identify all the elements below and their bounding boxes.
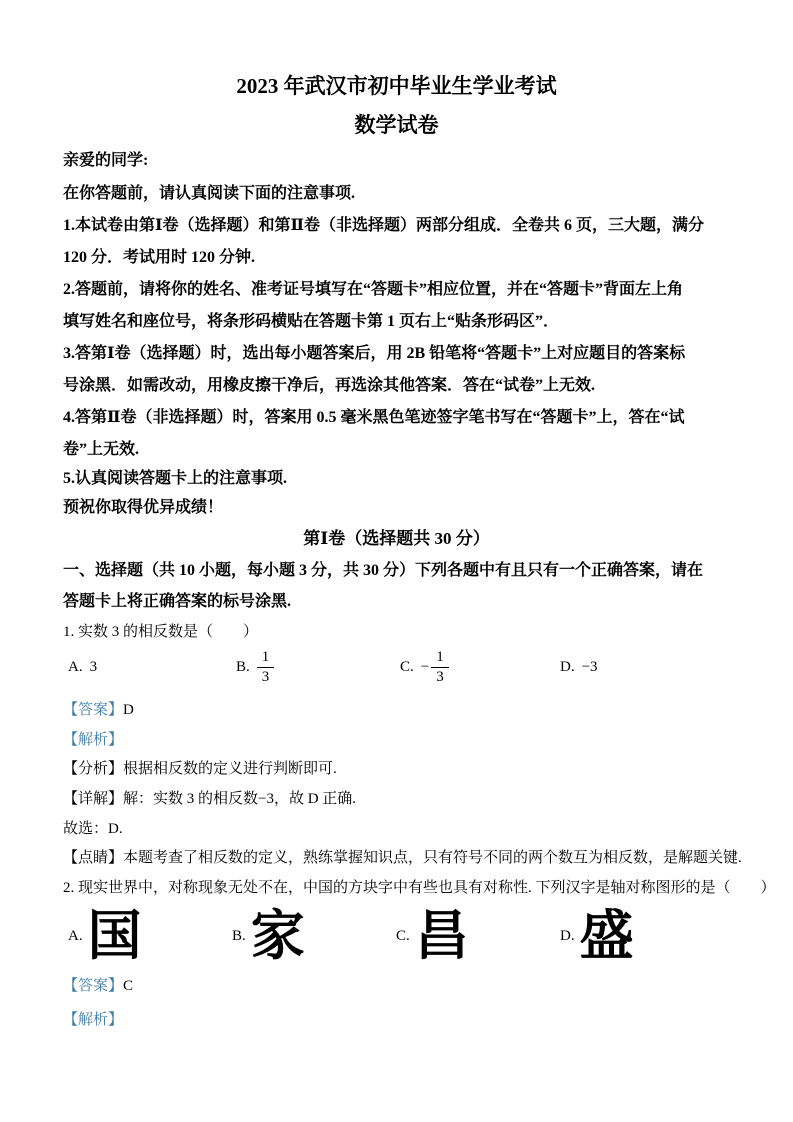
q2-jiexi-line <box>63 1010 123 1030</box>
preface-wish: 预祝你取得优异成绩！ <box>63 499 224 516</box>
option-letter: D. <box>560 927 575 944</box>
option-character: 国 <box>87 906 142 966</box>
answer-value: D <box>123 702 134 718</box>
option-character: 昌 <box>414 906 469 966</box>
jiexi-label: 【解析】 <box>63 732 124 748</box>
q1-options-row <box>63 645 753 689</box>
q1-option-a <box>68 645 97 689</box>
option-letter: B. <box>232 927 246 944</box>
answer-label: 【答案】 <box>63 702 124 718</box>
option-letter: B. <box>236 658 250 675</box>
fenxi-text: 根据相反数的定义进行判断即可. <box>123 761 337 777</box>
q1-dianjing-line <box>63 848 742 868</box>
xiangjie-text: 解：实数 3 的相反数−3，故 D 正确. <box>123 791 357 807</box>
answer-value: C <box>123 978 134 994</box>
q1-guxuan-line: 故选：D. <box>63 821 123 837</box>
dianjing-label: 【点睛】 <box>63 850 124 866</box>
section1-intro-line: 答题卡上将正确答案的标号涂黑. <box>63 593 292 610</box>
minus-sign: − <box>420 658 430 675</box>
notice-line: 3.答第Ⅰ卷（选择题）时，选出每小题答案后，用 2B 铅笔将“答题卡”上对应题目的答案标 <box>63 345 686 362</box>
notice-line: 120 分．考试用时 120 分钟. <box>63 249 256 266</box>
fraction-numerator: 1 <box>257 649 275 668</box>
preface-intro: 在你答题前，请认真阅读下面的注意事项. <box>63 185 356 202</box>
dianjing-text: 本题考查了相反数的定义，熟练掌握知识点，只有符号不同的两个数互为相反数，是解题关键. <box>123 850 742 866</box>
q2-option-d <box>560 903 634 969</box>
q2-stem: 2. 现实世界中，对称现象无处不在，中国的方块字中有些也具有对称性. 下列汉字是轴对称图形的是（ ） <box>63 880 776 896</box>
q1-jiexi-line <box>63 730 123 750</box>
q1-stem: 1. 实数 3 的相反数是（ ） <box>63 624 259 640</box>
option-letter: A. <box>68 658 83 675</box>
section1-intro-line: 一、选择题（共 10 小题，每小题 3 分，共 30 分）下列各题中有且只有一个正确答案，请在 <box>63 562 704 579</box>
fraction-denominator: 3 <box>436 668 444 685</box>
option-character: 家 <box>250 906 305 966</box>
q2-option-b <box>232 903 305 969</box>
preface-salutation: 亲爱的同学: <box>63 152 149 169</box>
doc-title: 2023 年武汉市初中毕业生学业考试 <box>236 74 557 98</box>
q2-options-row <box>63 903 753 969</box>
q1-option-c <box>400 645 449 689</box>
answer-label: 【答案】 <box>63 978 124 994</box>
notice-line: 2.答题前，请将你的姓名、准考证号填写在“答题卡”相应位置，并在“答题卡”背面左上角 <box>63 281 684 298</box>
fenxi-label: 【分析】 <box>63 761 124 777</box>
fraction <box>431 649 449 686</box>
option-letter: C. <box>396 927 410 944</box>
section1-header: 第Ⅰ卷（选择题共 30 分） <box>303 529 490 548</box>
q1-option-b <box>236 645 274 689</box>
option-value: −3 <box>581 658 598 675</box>
notice-line: 填写姓名和座位号，将条形码横贴在答题卡第 1 页右上“贴条形码区”． <box>63 313 560 330</box>
option-letter: A. <box>68 927 83 944</box>
fraction-numerator: 1 <box>431 649 449 668</box>
q2-option-c <box>396 903 469 969</box>
q1-xiangjie-line <box>63 789 356 809</box>
fraction <box>257 649 275 686</box>
q1-fenxi-line <box>63 759 337 779</box>
fraction-denominator: 3 <box>261 668 270 685</box>
q2-answer-line <box>63 976 133 996</box>
notice-line: 卷”上无效. <box>63 441 140 458</box>
jiexi-label: 【解析】 <box>63 1012 124 1028</box>
q1-option-d <box>560 645 598 689</box>
q2-option-a <box>68 903 142 969</box>
q1-answer-line <box>63 700 134 720</box>
option-letter: D. <box>560 658 575 675</box>
notice-line: 号涂黑．如需改动，用橡皮擦干净后，再选涂其他答案．答在“试卷”上无效. <box>63 377 596 394</box>
doc-subtitle: 数学试卷 <box>354 113 439 137</box>
notice-line: 1.本试卷由第Ⅰ卷（选择题）和第Ⅱ卷（非选择题）两部分组成．全卷共 6 页，三大题，满分 <box>63 217 704 234</box>
notice-line: 4.答第Ⅱ卷（非选择题）时，答案用 0.5 毫米黑色笔迹签字笔书写在“答题卡”上，答在“试 <box>63 409 685 426</box>
option-character: 盛 <box>579 906 634 966</box>
option-value: 3 <box>89 658 98 675</box>
notice-line: 5.认真阅读答题卡上的注意事项. <box>63 470 288 487</box>
xiangjie-label: 【详解】 <box>63 791 124 807</box>
option-letter: C. <box>400 658 414 675</box>
